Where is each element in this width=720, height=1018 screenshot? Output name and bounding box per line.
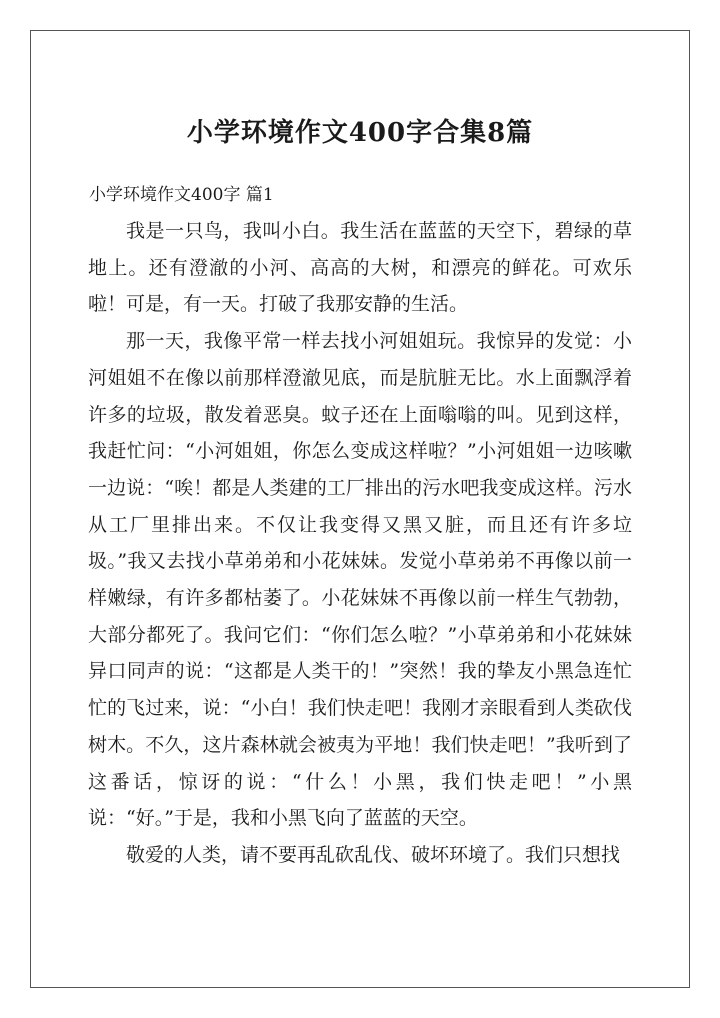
paragraph-1: 我是一只鸟，我叫小白。我生活在蓝蓝的天空下，碧绿的草地上。还有澄澈的小河、高高的大树，和漂亮的鲜花。可欢乐啦！可是，有一天。打破了我那安静的生活。 — [88, 220, 632, 316]
paragraph-2: 那一天，我像平常一样去找小河姐姐玩。我惊异的发觉：小河姐姐不在像以前那样澄澈见底，而是肮脏无比。水上面飘浮着许多的垃圾，散发着恶臭。蚊子还在上面嗡嗡的叫。见到这样，我赶忙问：“小河姐姐，你怎么变成这样啦？”小河姐姐一边咳嗽一边说：“唉！都是人类建的工厂排出的污水吧我变成这样。污水从工厂里排出来。不仅让我变得又黑又脏，而且还有许多垃圾。”我又去找小草弟弟和小花妹妹。发觉小草弟弟不再像以前一样嫩绿，有许多都枯萎了。小花妹妹不再像以前一样生气勃勃，大部分都死了。我问它们：“你们怎么啦？”小草弟弟和小花妹妹异口同声的说：“这都是人类干的！”突然！我的挚友小黑急连忙忙的飞过来，说：“小白！我们快走吧！我刚才亲眼看到人类砍伐树木。不久，这片森林就会被夷为平地！我们快走吧！”我听到了这番话，惊讶的说：“什么！小黑，我们快走吧！”小黑说：“好。”于是，我和小黑飞向了蓝蓝的天空。 — [88, 330, 632, 830]
document-title: 小学环境作文400字合集8篇 — [186, 118, 534, 148]
paragraph-3: 敬爱的人类，请不要再乱砍乱伐、破坏环境了。我们只想找 — [126, 843, 621, 866]
section-title: 小学环境作文400字 篇1 — [89, 185, 274, 205]
article-body — [88, 213, 632, 874]
